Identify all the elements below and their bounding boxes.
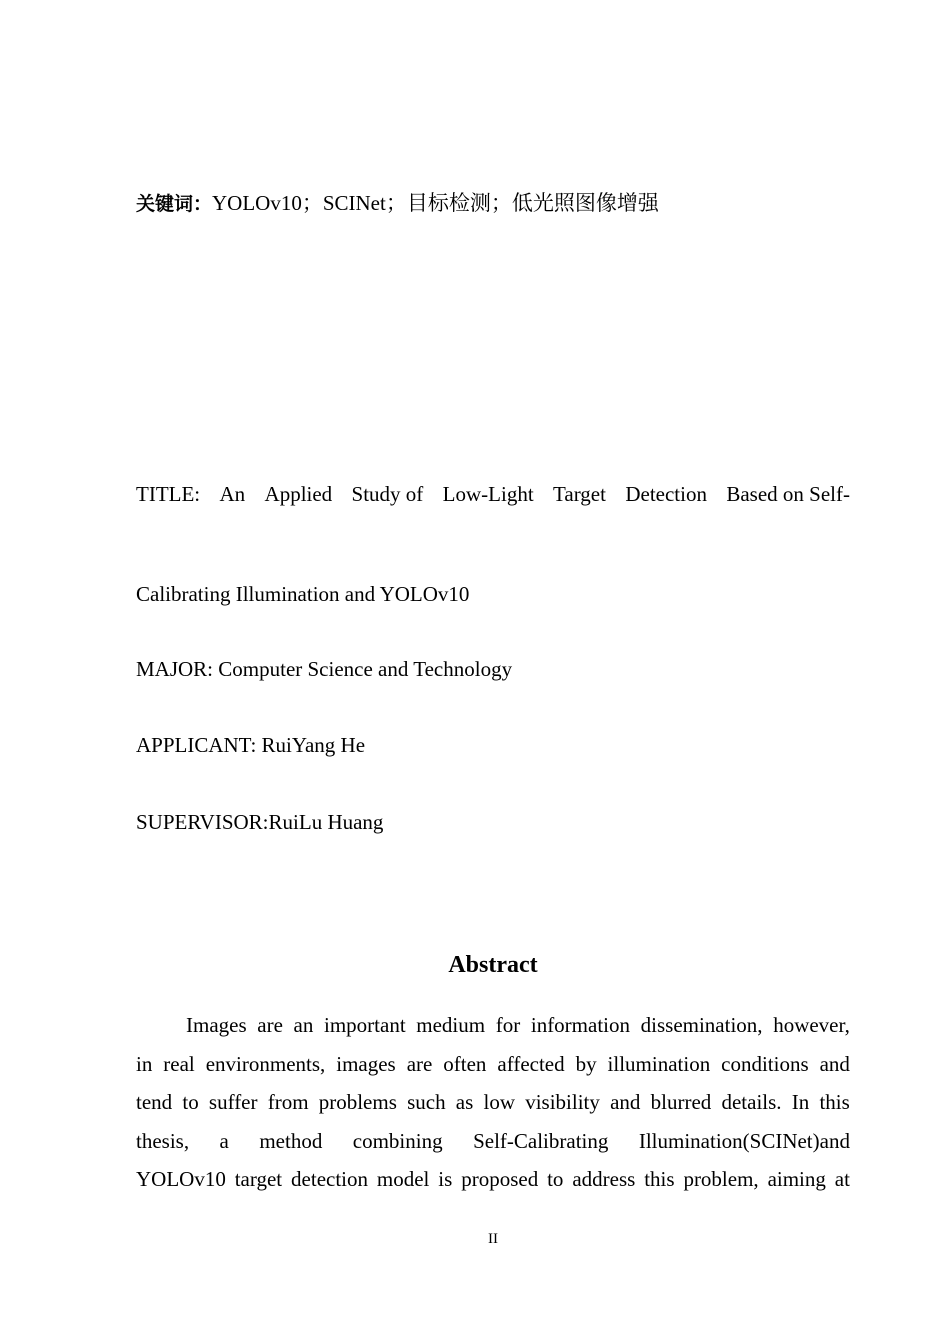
major-line: MAJOR: Computer Science and Technology xyxy=(136,657,513,681)
abstract-word: problems xyxy=(318,1090,397,1115)
abstract-body xyxy=(136,1006,850,1199)
abstract-word: at xyxy=(834,1167,850,1192)
abstract-word: medium xyxy=(416,1013,486,1037)
abstract-word: in xyxy=(136,1051,153,1076)
abstract-word: illumination xyxy=(607,1051,711,1076)
abstract-line xyxy=(136,1122,850,1161)
abstract-word: by xyxy=(575,1051,597,1076)
abstract-word: blurred xyxy=(650,1090,712,1115)
title-word: Target xyxy=(553,482,606,506)
abstract-word: visibility xyxy=(525,1090,600,1115)
abstract-word: images xyxy=(336,1051,396,1076)
abstract-word: as xyxy=(455,1090,474,1115)
abstract-word: an xyxy=(293,1013,314,1037)
abstract-word: a xyxy=(219,1128,229,1153)
abstract-word: environments, xyxy=(205,1051,326,1076)
abstract-word: YOLOv10 xyxy=(136,1167,226,1192)
abstract-word: model xyxy=(376,1167,430,1192)
abstract-word: often xyxy=(443,1051,487,1076)
abstract-word: for xyxy=(495,1013,521,1037)
abstract-word: Images xyxy=(186,1013,247,1037)
abstract-word: problem, xyxy=(683,1167,759,1192)
abstract-word: target xyxy=(234,1167,283,1192)
abstract-word: such xyxy=(407,1090,446,1115)
abstract-word: detection xyxy=(291,1167,369,1192)
abstract-word: Illumination(SCINet)and xyxy=(638,1128,850,1153)
abstract-word: address xyxy=(572,1167,636,1192)
abstract-word: thesis, xyxy=(136,1128,190,1153)
abstract-word: to xyxy=(547,1167,564,1192)
abstract-word: and xyxy=(610,1090,641,1115)
applicant-line: APPLICANT: RuiYang He xyxy=(136,733,366,757)
abstract-line xyxy=(136,1045,850,1084)
abstract-word: is xyxy=(438,1167,453,1192)
page-number: II xyxy=(488,1231,498,1247)
abstract-word: are xyxy=(406,1051,433,1076)
abstract-line xyxy=(136,1006,850,1045)
abstract-word: Self-Calibrating xyxy=(473,1128,609,1153)
abstract-word: tend xyxy=(136,1090,173,1115)
abstract-word: dissemination, xyxy=(640,1013,763,1037)
title-word: Detection xyxy=(625,482,707,506)
abstract-word: and xyxy=(819,1051,850,1076)
title-line-2: Calibrating Illumination and YOLOv10 xyxy=(136,582,470,606)
title-word: Applied xyxy=(264,482,333,506)
keywords-text: YOLOv10；SCINet；目标检测；低光照图像增强 xyxy=(212,191,659,215)
abstract-word: conditions xyxy=(721,1051,809,1076)
abstract-word: proposed xyxy=(461,1167,539,1192)
keywords-label: 关键词： xyxy=(136,193,213,215)
abstract-line xyxy=(136,1160,850,1199)
abstract-word: details. xyxy=(721,1090,782,1115)
abstract-word: method xyxy=(259,1128,323,1153)
abstract-word: aiming xyxy=(767,1167,826,1192)
abstract-word: combining xyxy=(352,1128,443,1153)
abstract-word: affected xyxy=(497,1051,565,1076)
abstract-word: however, xyxy=(773,1013,850,1037)
title-word: Low-Light xyxy=(442,482,534,506)
abstract-word: suffer xyxy=(208,1090,258,1115)
abstract-word: this xyxy=(819,1090,850,1115)
keywords-line xyxy=(136,189,659,218)
title-word: An xyxy=(219,482,246,506)
abstract-word: to xyxy=(182,1090,199,1115)
abstract-line xyxy=(136,1083,850,1122)
abstract-heading: Abstract xyxy=(448,952,538,978)
abstract-word: from xyxy=(267,1090,309,1115)
title-word: Study of xyxy=(351,482,424,506)
abstract-word: In xyxy=(791,1090,810,1115)
abstract-word: real xyxy=(163,1051,195,1076)
abstract-word: information xyxy=(530,1013,631,1037)
abstract-word: this xyxy=(644,1167,675,1192)
title-word: TITLE: xyxy=(136,482,201,506)
supervisor-line: SUPERVISOR:RuiLu Huang xyxy=(136,810,384,834)
abstract-word: important xyxy=(324,1013,406,1037)
abstract-word: are xyxy=(257,1013,283,1037)
title-word: Based on Self- xyxy=(726,482,850,506)
title-line-1 xyxy=(136,480,850,508)
abstract-word: low xyxy=(483,1090,515,1115)
